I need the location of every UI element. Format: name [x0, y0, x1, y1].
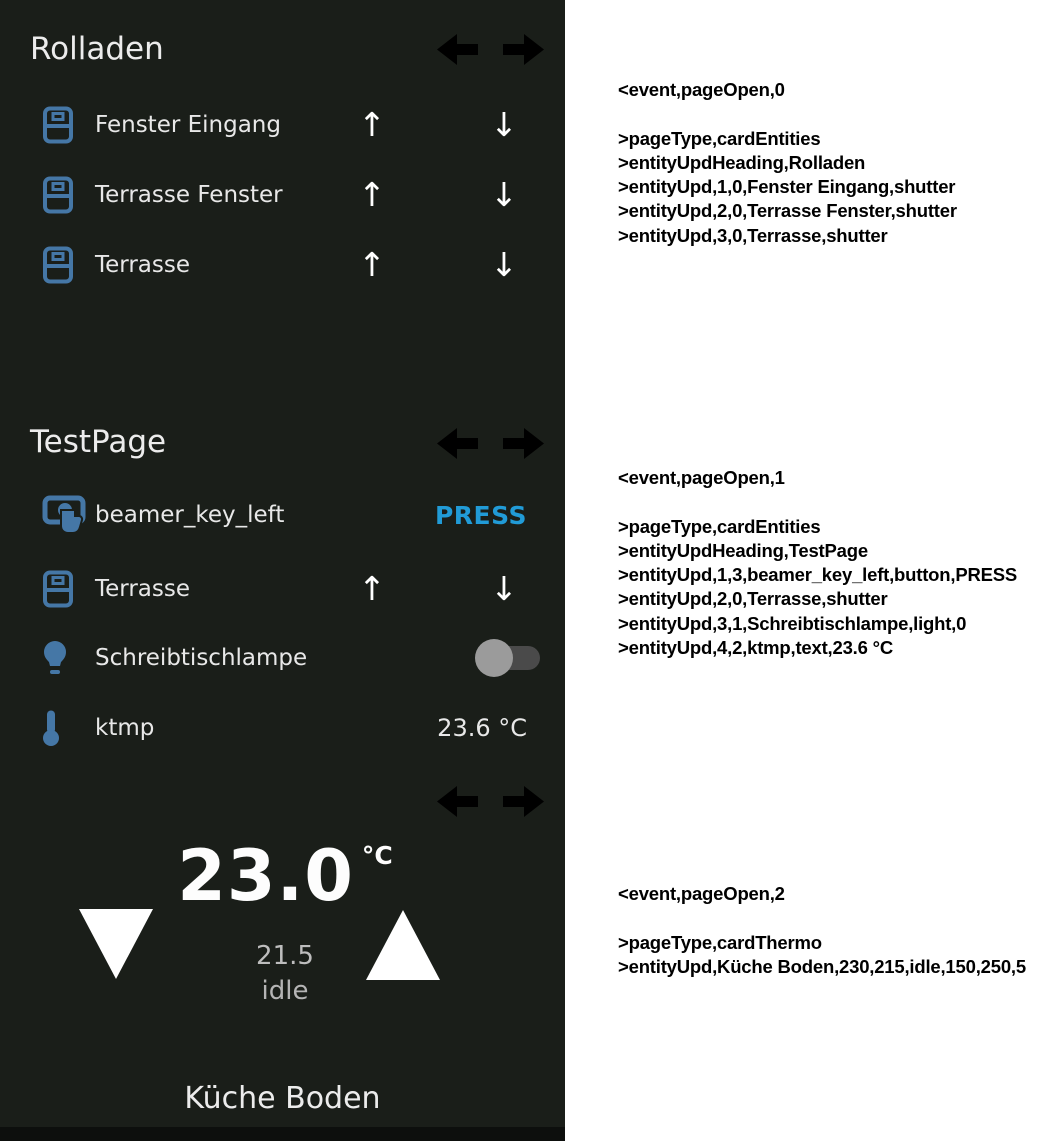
- current-temperature: [60, 835, 510, 917]
- log-line: >entityUpd,2,0,Terrasse,shutter: [618, 588, 888, 610]
- lightbulb-icon: [42, 640, 95, 676]
- card2-nav: [437, 425, 544, 462]
- entity-row: [42, 103, 540, 147]
- gesture-tap-button-icon: [42, 495, 95, 535]
- log-block-page2: [618, 882, 1026, 979]
- log-line: >pageType,cardEntities: [618, 127, 821, 149]
- nav-right-icon[interactable]: [503, 31, 544, 68]
- entity-name: Terrasse: [95, 252, 191, 278]
- toggle-knob: [475, 639, 513, 677]
- log-line: >entityUpdHeading,TestPage: [618, 539, 868, 561]
- log-line: >entityUpd,1,0,Fenster Eingang,shutter: [618, 176, 956, 198]
- log-line: <event,pageOpen,2: [618, 883, 785, 904]
- card3-nav: [437, 783, 544, 820]
- temperature-unit: °C: [361, 841, 393, 870]
- window-shutter-icon: [42, 176, 95, 214]
- entity-row: [42, 636, 540, 680]
- down-arrow-icon: ↓: [490, 105, 518, 144]
- up-arrow-icon: ↑: [358, 175, 386, 214]
- thermometer-icon: [42, 709, 95, 747]
- up-arrow-icon: ↑: [358, 105, 386, 144]
- shutter-up-button[interactable]: [350, 243, 394, 287]
- thermostat-title: Küche Boden: [184, 1081, 381, 1116]
- shutter-up-button[interactable]: [350, 567, 394, 611]
- log-line: <event,pageOpen,0: [618, 79, 785, 100]
- shutter-down-button[interactable]: [482, 567, 526, 611]
- entity-row: [42, 706, 540, 750]
- down-arrow-icon: ↓: [490, 175, 518, 214]
- log-line: [618, 102, 957, 126]
- card1-nav: [437, 31, 544, 68]
- light-toggle[interactable]: [478, 646, 540, 670]
- nav-left-icon[interactable]: [437, 425, 478, 462]
- log-line: >entityUpd,3,0,Terrasse,shutter: [618, 224, 888, 246]
- window-shutter-icon: [42, 246, 95, 284]
- nav-left-icon[interactable]: [437, 783, 478, 820]
- entity-name: ktmp: [95, 715, 155, 741]
- log-line: >pageType,cardEntities: [618, 515, 821, 537]
- shutter-down-button[interactable]: [482, 173, 526, 217]
- shutter-down-button[interactable]: [482, 243, 526, 287]
- press-button[interactable]: PRESS: [434, 500, 527, 530]
- log-line: [618, 490, 1017, 514]
- card2-heading: TestPage: [30, 424, 167, 460]
- log-line: >entityUpd,4,2,ktmp,text,23.6 °C: [618, 637, 893, 659]
- current-temperature-value: 23.0: [177, 835, 354, 917]
- shutter-up-button[interactable]: [350, 103, 394, 147]
- log-block-page1: [618, 466, 1017, 660]
- nav-right-icon[interactable]: [503, 783, 544, 820]
- entity-row: [42, 173, 540, 217]
- up-arrow-icon: ↑: [358, 569, 386, 608]
- entity-name: Schreibtischlampe: [95, 645, 308, 671]
- entity-row: [42, 567, 540, 611]
- shutter-up-button[interactable]: [350, 173, 394, 217]
- window-shutter-icon: [42, 570, 95, 608]
- entity-row: [42, 493, 540, 537]
- log-line: >entityUpdHeading,Rolladen: [618, 151, 866, 173]
- entity-name: Terrasse Fenster: [95, 182, 283, 208]
- entity-name: Fenster Eingang: [95, 112, 281, 138]
- down-arrow-icon: ↓: [490, 245, 518, 284]
- card1-heading: Rolladen: [30, 31, 164, 67]
- log-line: >entityUpd,2,0,Terrasse Fenster,shutter: [618, 200, 957, 222]
- entity-name: beamer_key_left: [95, 502, 285, 528]
- shutter-down-button[interactable]: [482, 103, 526, 147]
- bottom-bar: [0, 1127, 565, 1141]
- up-arrow-icon: ↑: [358, 245, 386, 284]
- log-line: >entityUpd,Küche Boden,230,215,idle,150,250,5: [618, 955, 1026, 977]
- entity-name: Terrasse: [95, 576, 191, 602]
- log-line: >entityUpd,3,1,Schreibtischlampe,light,0: [618, 612, 967, 634]
- nav-right-icon[interactable]: [503, 425, 544, 462]
- log-block-page0: [618, 78, 957, 248]
- log-line: [618, 906, 1026, 930]
- window-shutter-icon: [42, 106, 95, 144]
- hvac-status: idle: [261, 976, 309, 1006]
- nav-left-icon[interactable]: [437, 31, 478, 68]
- log-line: <event,pageOpen,1: [618, 467, 785, 488]
- entity-row: [42, 243, 540, 287]
- entity-value: 23.6 °C: [437, 714, 527, 742]
- log-line: >pageType,cardThermo: [618, 931, 822, 953]
- log-line: >entityUpd,1,3,beamer_key_left,button,PRESS: [618, 564, 1018, 586]
- down-arrow-icon: ↓: [490, 569, 518, 608]
- target-temperature: 21.5: [256, 941, 314, 971]
